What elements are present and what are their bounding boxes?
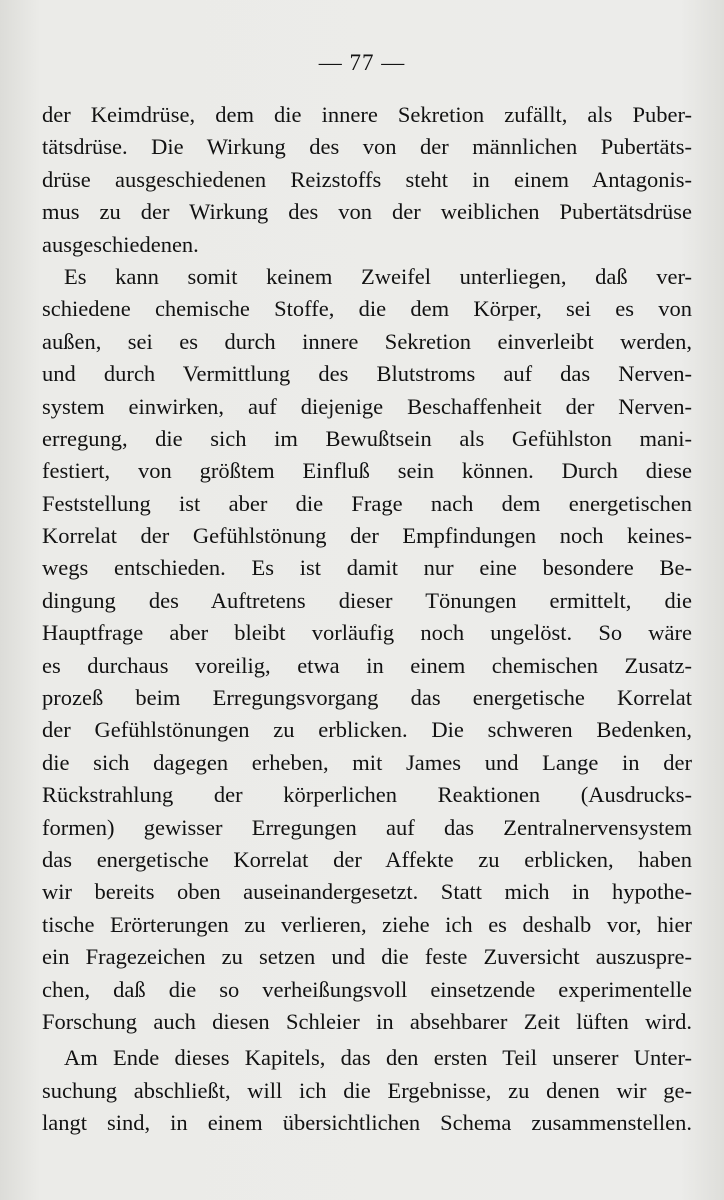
- text-line: das energetische Korrelat der Affekte zu erblicken, haben: [42, 846, 692, 872]
- text-line: Feststellung ist aber die Frage nach dem energetischen: [42, 490, 692, 516]
- text-line: prozeß beim Erregungsvorgang das energetische Korrelat: [42, 685, 692, 711]
- text-line: es durchaus voreilig, etwa in einem chemischen Zusatz-: [42, 652, 692, 678]
- text-line: erregung, die sich im Bewußtsein als Gefühlston mani-: [42, 425, 692, 451]
- text-line: ein Fragezeichen zu setzen und die feste Zuversicht auszuspre-: [42, 944, 692, 970]
- text-line: Am Ende dieses Kapitels, das den ersten Teil unserer Unter-: [64, 1045, 692, 1071]
- text-line: tätsdrüse. Die Wirkung des von der männlichen Pubertäts-: [42, 134, 692, 160]
- text-line: suchung abschließt, will ich die Ergebnisse, zu denen wir ge-: [42, 1077, 692, 1103]
- text-line: außen, sei es durch innere Sekretion einverleibt werden,: [42, 328, 692, 354]
- text-line: formen) gewisser Erregungen auf das Zentralnervensystem: [42, 814, 692, 840]
- text-line: schiedene chemische Stoffe, die dem Körper, sei es von: [42, 296, 692, 322]
- text-line: Korrelat der Gefühlstönung der Empfindungen noch keines-: [42, 523, 692, 549]
- text-line: langt sind, in einem übersichtlichen Schema zusammenstellen.: [42, 1110, 692, 1136]
- page-number: — 77 —: [318, 50, 406, 75]
- text-line: Forschung auch diesen Schleier in absehbarer Zeit lüften wird.: [42, 1008, 692, 1034]
- text-line: und durch Vermittlung des Blutstroms auf das Nerven-: [42, 361, 692, 387]
- text-line: Es kann somit keinem Zweifel unterliegen, daß ver-: [64, 263, 692, 289]
- text-line: der Keimdrüse, dem die innere Sekretion zufällt, als Puber-: [42, 102, 692, 127]
- text-line: tische Erörterungen zu verlieren, ziehe ich es deshalb vor, hier: [42, 911, 692, 937]
- text-line: chen, daß die so verheißungsvoll einsetzende experimentelle: [42, 976, 692, 1002]
- text-line: system einwirken, auf diejenige Beschaffenheit der Nerven-: [42, 393, 692, 419]
- text-line: wir bereits oben auseinandergesetzt. Statt mich in hypothe-: [42, 879, 692, 905]
- text-line: der Gefühlstönungen zu erblicken. Die schweren Bedenken,: [42, 717, 692, 743]
- text-line: drüse ausgeschiedenen Reizstoffs steht in einem Antagonis-: [42, 166, 692, 192]
- paragraph: [42, 261, 692, 1038]
- text-line: Rückstrahlung der körperlichen Reaktionen (Ausdrucks-: [42, 782, 692, 808]
- body-text: [42, 99, 692, 1140]
- text-line: wegs entschieden. Es ist damit nur eine besondere Be-: [42, 555, 692, 581]
- paragraph: [42, 99, 692, 261]
- text-line: mus zu der Wirkung des von der weiblichen Pubertätsdrüse: [42, 199, 692, 225]
- text-line: ausgeschiedenen.: [42, 231, 199, 257]
- text-line: festiert, von größtem Einfluß sein können. Durch diese: [42, 458, 692, 484]
- paragraph: [42, 1042, 692, 1139]
- text-line: dingung des Auftretens dieser Tönungen ermittelt, die: [42, 587, 692, 613]
- text-line: die sich dagegen erheben, mit James und Lange in der: [42, 749, 692, 775]
- text-line: Hauptfrage aber bleibt vorläufig noch ungelöst. So wäre: [42, 620, 692, 646]
